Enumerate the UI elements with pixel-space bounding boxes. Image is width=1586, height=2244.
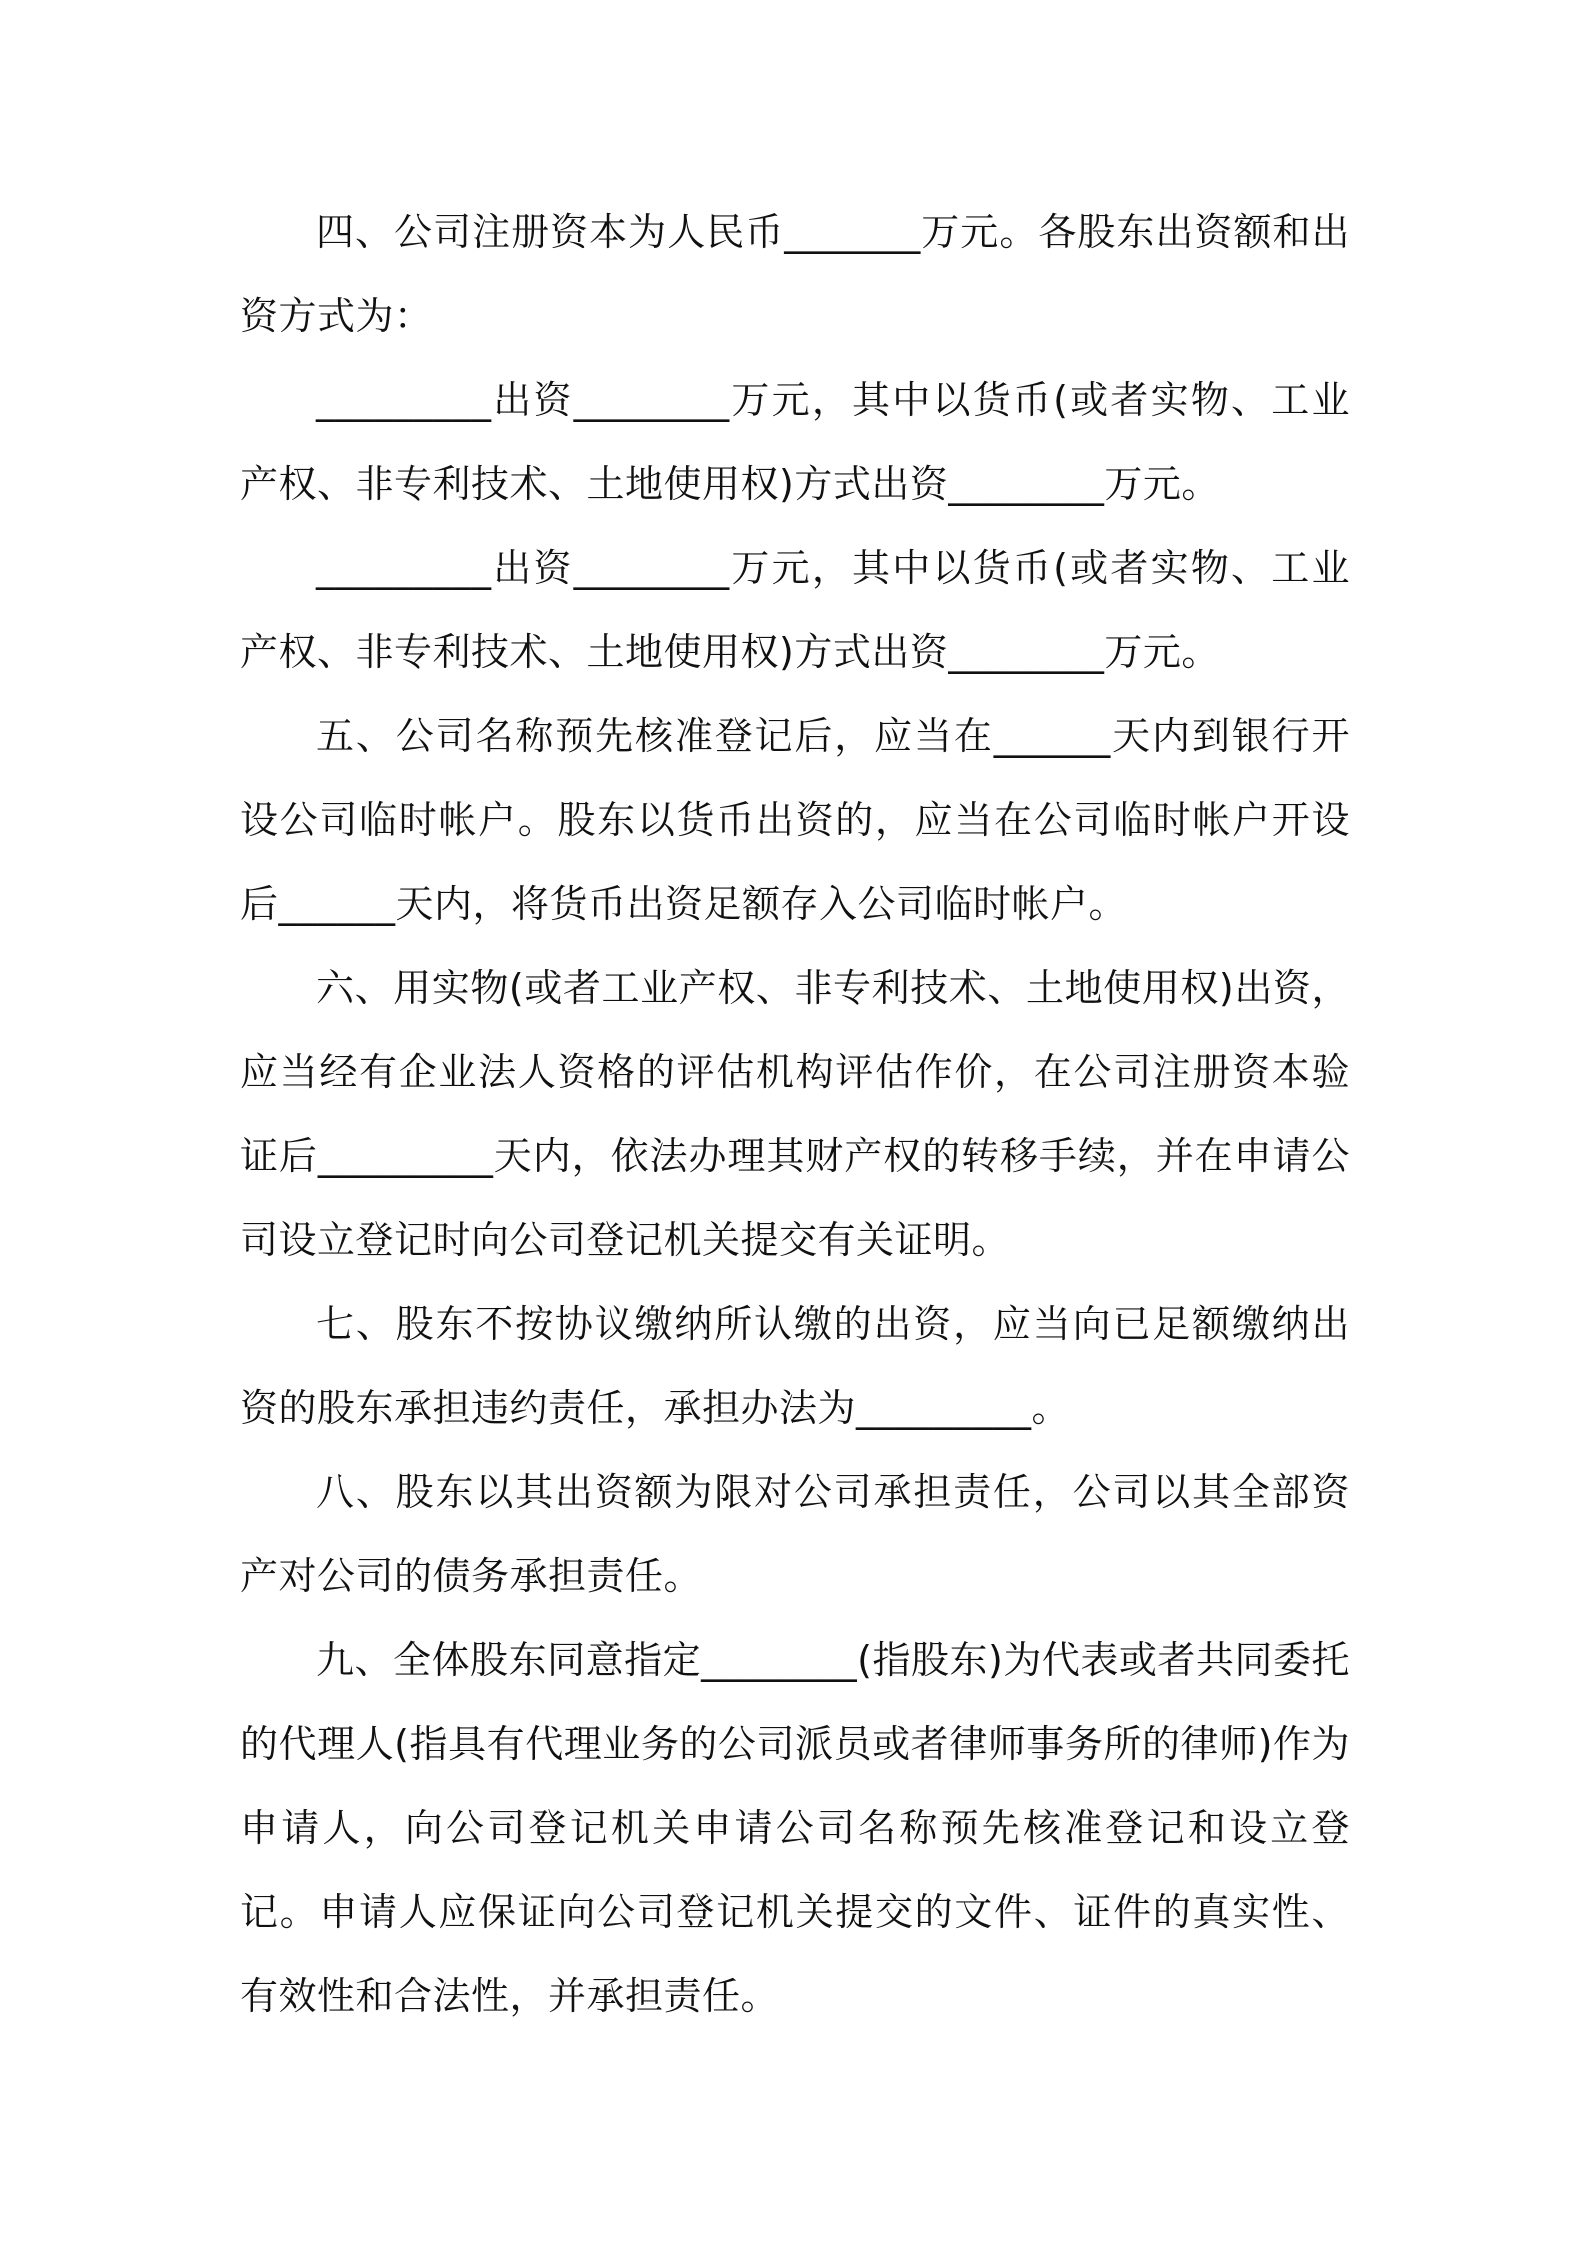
clause-4-paragraph: 四、公司注册资本为人民币_______万元。各股东出资额和出资方式为： <box>240 210 1350 338</box>
clause-7-paragraph: 七、股东不按协议缴纳所认缴的出资，应当向已足额缴纳出资的股东承担违约责任，承担办法为_________。 <box>240 1302 1350 1430</box>
shareholder-contribution-line-2: _________出资________万元，其中以货币(或者实物、工业产权、非专利技术、土地使用权)方式出资________万元。 <box>240 546 1350 674</box>
document-body <box>240 190 1350 2038</box>
clause-8-paragraph: 八、股东以其出资额为限对公司承担责任，公司以其全部资产对公司的债务承担责任。 <box>240 1470 1350 1598</box>
clause-9-paragraph: 九、全体股东同意指定________(指股东)为代表或者共同委托的代理人(指具有代理业务的公司派员或者律师事务所的律师)作为申请人，向公司登记机关申请公司名称预先核准登记和设立登记。申请人应保证向公司登记机关提交的文件、证件的真实性、有效性和合法性，并承担责任。 <box>240 1638 1350 2018</box>
shareholder-contribution-line-1: _________出资________万元，其中以货币(或者实物、工业产权、非专利技术、土地使用权)方式出资________万元。 <box>240 378 1350 506</box>
clause-6-paragraph: 六、用实物(或者工业产权、非专利技术、土地使用权)出资，应当经有企业法人资格的评估机构评估作价，在公司注册资本验证后_________天内，依法办理其财产权的转移手续，并在申请公司设立登记时向公司登记机关提交有关证明。 <box>240 966 1350 1262</box>
clause-5-paragraph: 五、公司名称预先核准登记后，应当在______天内到银行开设公司临时帐户。股东以货币出资的，应当在公司临时帐户开设后______天内，将货币出资足额存入公司临时帐户。 <box>240 714 1350 926</box>
